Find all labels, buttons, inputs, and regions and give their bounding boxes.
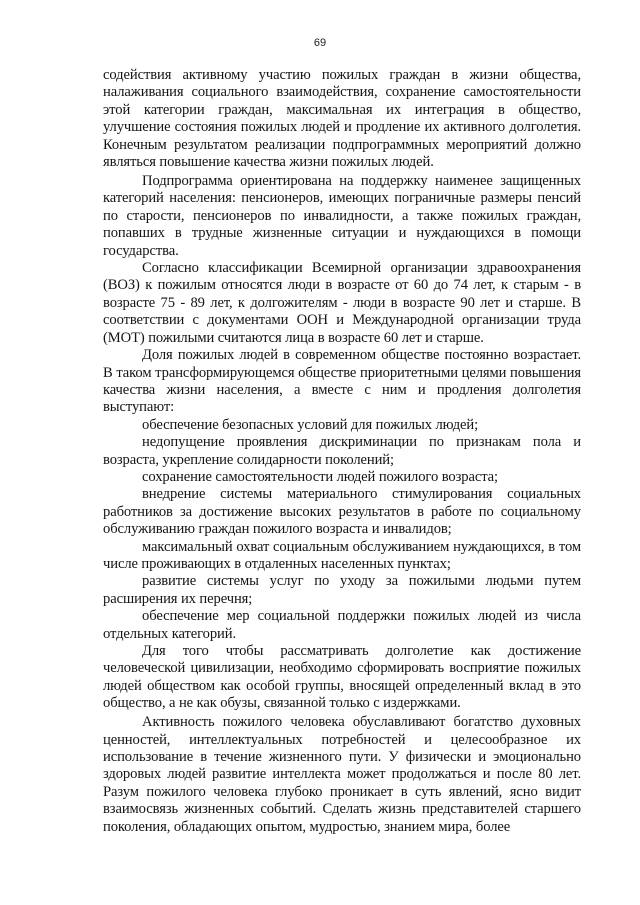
paragraph-priority-goals: Доля пожилых людей в современном обществе постоянно возрастает. В таком трансформирующемся обществе приоритетными целями повышения качества жизни населения, а вместе с ним и продления долголетия выступают:	[103, 347, 581, 416]
list-item-non-discrimination: недопущение проявления дискриминации по признакам пола и возраста, укрепление солидарности поколений;	[103, 434, 581, 468]
paragraph-target-groups: Подпрограмма ориентирована на поддержку наименее защищенных категорий населения: пенсионеров, имеющих пограничные размеры пенсий по старости, пенсионеров по инвалидности, а также пожилых граждан, попавших в трудные жизненные ситуации и нуждающихся в помощи государства.	[103, 173, 581, 259]
paragraph-elderly-activity: Активность пожилого человека обуславливают богатство духовных ценностей, интеллектуальных потребностей и целесообразное их использование в течение жизненного пути. У физически и эмоционально здоровых людей развитие интеллекта может продолжаться и после 80 лет. Разум пожилого человека глубоко проникает в суть явлений, ясно видит взаимосвязь жизненных событий. Сделать жизнь представителей старшего поколения, обладающих опытом, мудростью, знанием мира, более	[103, 714, 581, 835]
list-item-incentives: внедрение системы материального стимулирования социальных работников за достижение высоких результатов в работе по социальному обслуживанию граждан пожилого возраста и инвалидов;	[103, 486, 581, 538]
paragraph-who-classification: Согласно классификации Всемирной организации здравоохранения (ВОЗ) к пожилым относятся люди в возрасте от 60 до 74 лет, к старым - в возрасте 75 - 89 лет, к долгожителям - люди в возрасте 90 лет и старше. В соответствии с документами ООН и Международной организации труда (МОТ) пожилыми считаются лица в возрасте 60 лет и старше.	[103, 260, 581, 346]
paragraph-intro-continuation: содействия активному участию пожилых граждан в жизни общества, налаживания социального взаимодействия, сохранение самостоятельности этой категории граждан, максимальная их интеграция в общество, улучшение состояния пожилых людей и продление их активного долголетия. Конечным результатом реализации подпрограммных мероприятий должно являться повышение качества жизни пожилых людей.	[103, 67, 581, 171]
list-item-independence: сохранение самостоятельности людей пожилого возраста;	[142, 468, 498, 485]
list-item-safety: обеспечение безопасных условий для пожилых людей;	[142, 416, 479, 433]
list-item-coverage: максимальный охват социальным обслуживанием нуждающихся, в том числе проживающих в отдаленных населенных пунктах;	[103, 538, 581, 572]
document-body	[103, 67, 581, 836]
list-item-care-services: развитие системы услуг по уходу за пожилыми людьми путем расширения их перечня;	[103, 573, 581, 607]
list-item-social-support: обеспечение мер социальной поддержки пожилых людей из числа отдельных категорий.	[103, 608, 581, 642]
paragraph-longevity-perception: Для того чтобы рассматривать долголетие как достижение человеческой цивилизации, необходимо сформировать восприятие пожилых людей обществом как особой группы, вносящей определенный вклад в это общество, а не как обузы, связанной только с издержками.	[103, 643, 581, 712]
page-number: 69	[313, 37, 327, 49]
